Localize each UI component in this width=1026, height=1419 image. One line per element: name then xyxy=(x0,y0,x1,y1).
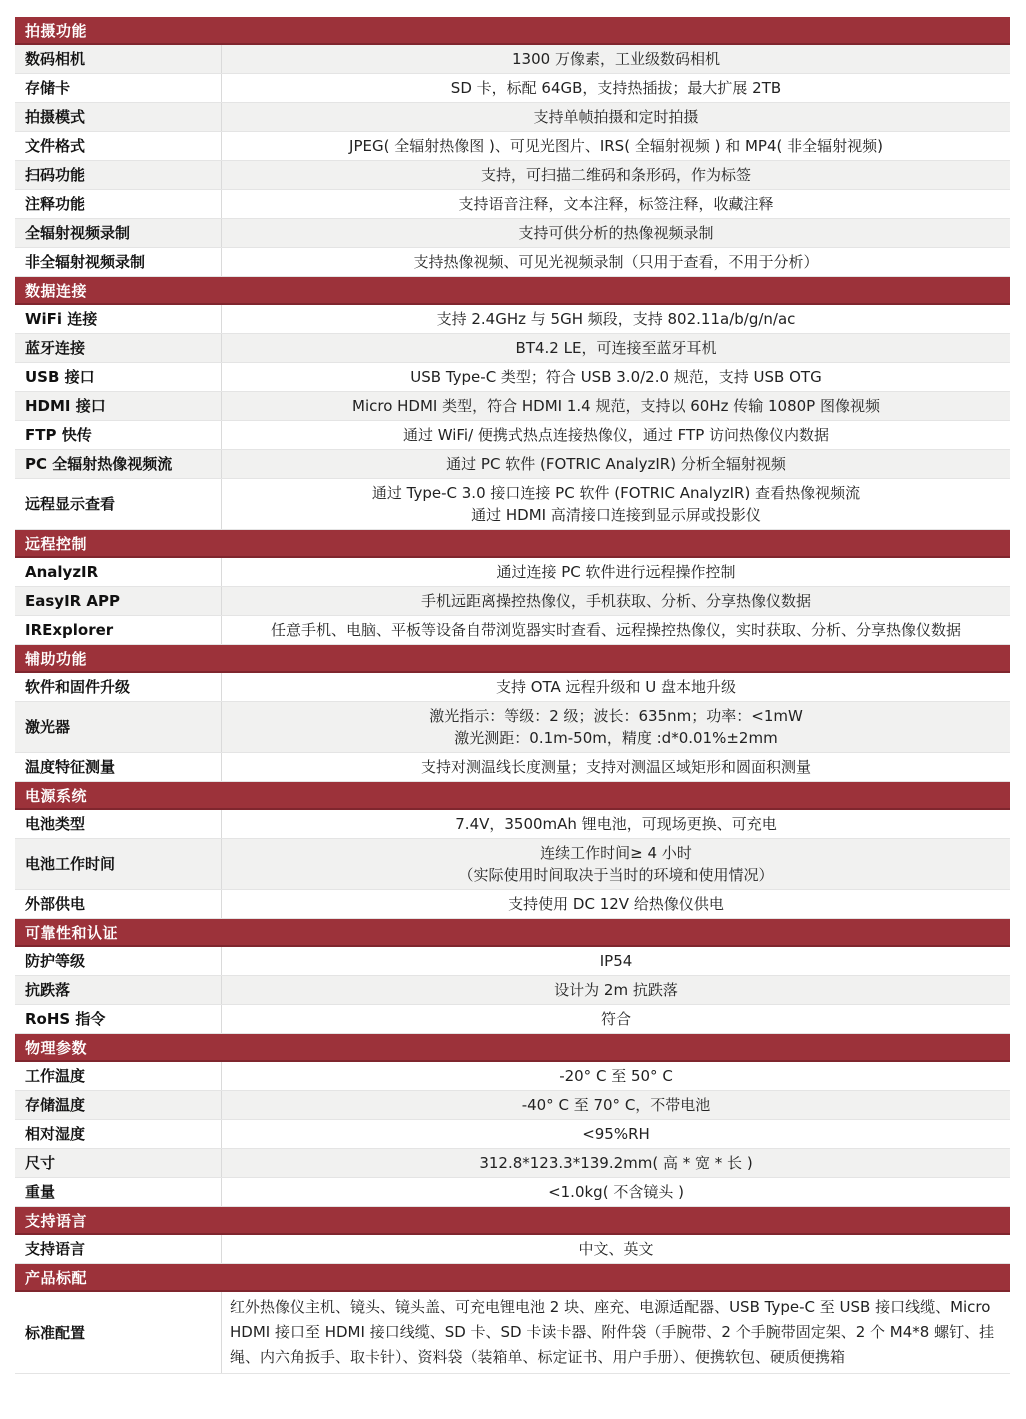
spec-row xyxy=(15,587,1010,616)
spec-row xyxy=(15,132,1010,161)
spec-value xyxy=(222,190,1010,218)
spec-value-line: 支持单帧拍摄和定时拍摄 xyxy=(533,108,699,126)
spec-value xyxy=(222,103,1010,131)
spec-row xyxy=(15,334,1010,363)
spec-row xyxy=(15,190,1010,219)
spec-label: 防护等级 xyxy=(15,947,222,975)
spec-row xyxy=(15,976,1010,1005)
spec-label: 抗跌落 xyxy=(15,976,222,1004)
section-header: 产品标配 xyxy=(15,1264,1010,1292)
spec-table xyxy=(15,17,1010,1374)
spec-value-line: 连续工作时间≥ 4 小时 xyxy=(540,844,692,862)
spec-label: 激光器 xyxy=(15,702,222,752)
spec-value-line: BT4.2 LE，可连接至蓝牙耳机 xyxy=(515,339,717,357)
spec-value xyxy=(222,421,1010,449)
spec-label: 存储温度 xyxy=(15,1091,222,1119)
spec-label: 扫码功能 xyxy=(15,161,222,189)
spec-value-line: 1300 万像素，工业级数码相机 xyxy=(512,50,720,68)
spec-value-line: -40° C 至 70° C，不带电池 xyxy=(521,1096,711,1114)
spec-row xyxy=(15,947,1010,976)
spec-value xyxy=(222,1235,1010,1263)
spec-value xyxy=(222,1091,1010,1119)
spec-label: 温度特征测量 xyxy=(15,753,222,781)
spec-value-line: 符合 xyxy=(600,1010,631,1028)
spec-value-line: SD 卡，标配 64GB，支持热插拔；最大扩展 2TB xyxy=(450,79,782,97)
spec-value-line: 支持使用 DC 12V 给热像仪供电 xyxy=(508,895,724,913)
spec-value xyxy=(222,810,1010,838)
spec-row xyxy=(15,421,1010,450)
spec-value xyxy=(222,947,1010,975)
spec-value xyxy=(222,587,1010,615)
spec-row xyxy=(15,45,1010,74)
spec-row xyxy=(15,161,1010,190)
spec-row xyxy=(15,1235,1010,1264)
spec-value xyxy=(222,450,1010,478)
spec-value-line: 支持 OTA 远程升级和 U 盘本地升级 xyxy=(495,678,737,696)
spec-value-line: 312.8*123.3*139.2mm( 高 * 宽 * 长 ) xyxy=(479,1154,753,1172)
spec-row xyxy=(15,1005,1010,1034)
section-header: 支持语言 xyxy=(15,1207,1010,1235)
section-header: 可靠性和认证 xyxy=(15,919,1010,947)
spec-value-line: JPEG( 全辐射热像图 )、可见光图片、IRS( 全辐射视频 ) 和 MP4( 非全辐射视频) xyxy=(349,137,883,155)
spec-row xyxy=(15,890,1010,919)
spec-row xyxy=(15,1062,1010,1091)
spec-label: 重量 xyxy=(15,1178,222,1206)
spec-row xyxy=(15,839,1010,890)
spec-value-line: 任意手机、电脑、平板等设备自带浏览器实时查看、远程操控热像仪，实时获取、分析、分享热像仪数据 xyxy=(270,621,961,639)
spec-value xyxy=(222,839,1010,889)
spec-row xyxy=(15,1178,1010,1207)
spec-value-line: 设计为 2m 抗跌落 xyxy=(554,981,678,999)
spec-value xyxy=(222,248,1010,276)
spec-row xyxy=(15,753,1010,782)
spec-value-line: 通过 HDMI 高清接口连接到显示屏或投影仪 xyxy=(471,506,761,524)
spec-row xyxy=(15,673,1010,702)
spec-row xyxy=(15,450,1010,479)
spec-value xyxy=(222,890,1010,918)
spec-value xyxy=(222,219,1010,247)
spec-row xyxy=(15,479,1010,530)
spec-value-line: 红外热像仪主机、镜头、镜头盖、可充电锂电池 2 块、座充、电源适配器、USB Type-C 至 USB 接口线缆、Micro HDMI 接口至 HDMI 接口线缆、SD 卡、SD 卡读卡器、附件袋（手腕带、2 个手腕带固定架、2 个 M4*8 螺钉、挂绳、内六角扳手、取卡针）、资料袋（装箱单、标定证书、用户手册）、便携软包、硬质便携箱 xyxy=(230,1298,995,1366)
spec-label: USB 接口 xyxy=(15,363,222,391)
spec-row xyxy=(15,1292,1010,1374)
spec-value xyxy=(222,45,1010,73)
spec-label: FTP 快传 xyxy=(15,421,222,449)
spec-value xyxy=(222,161,1010,189)
spec-value-line: 通过 PC 软件 (FOTRIC AnalyzIR) 分析全辐射视频 xyxy=(446,455,786,473)
spec-label: RoHS 指令 xyxy=(15,1005,222,1033)
spec-value xyxy=(222,363,1010,391)
spec-row xyxy=(15,558,1010,587)
spec-label: 远程显示查看 xyxy=(15,479,222,529)
spec-value-line: 支持 2.4GHz 与 5GH 频段，支持 802.11a/b/g/n/ac xyxy=(436,310,796,328)
spec-value xyxy=(222,616,1010,644)
spec-label: 存储卡 xyxy=(15,74,222,102)
spec-row xyxy=(15,248,1010,277)
spec-row xyxy=(15,305,1010,334)
spec-row xyxy=(15,103,1010,132)
spec-row xyxy=(15,74,1010,103)
spec-value xyxy=(222,74,1010,102)
spec-value-line: <95%RH xyxy=(582,1125,650,1143)
spec-label: 软件和固件升级 xyxy=(15,673,222,701)
spec-value-line: （实际使用时间取决于当时的环境和使用情况） xyxy=(458,866,774,884)
spec-label: 工作温度 xyxy=(15,1062,222,1090)
spec-value-line: USB Type-C 类型；符合 USB 3.0/2.0 规范，支持 USB OTG xyxy=(410,368,822,386)
spec-row xyxy=(15,1091,1010,1120)
spec-value-line: -20° C 至 50° C xyxy=(559,1067,673,1085)
section-header: 电源系统 xyxy=(15,782,1010,810)
spec-value xyxy=(222,479,1010,529)
spec-label: 全辐射视频录制 xyxy=(15,219,222,247)
spec-value-line: 7.4V，3500mAh 锂电池，可现场更换、可充电 xyxy=(455,815,777,833)
spec-value-line: 通过 WiFi/ 便携式热点连接热像仪，通过 FTP 访问热像仪内数据 xyxy=(402,426,830,444)
spec-value-line: 激光测距：0.1m-50m，精度 :d*0.01%±2mm xyxy=(454,729,778,747)
spec-value xyxy=(222,305,1010,333)
spec-label: 相对湿度 xyxy=(15,1120,222,1148)
spec-value-line: 激光指示：等级：2 级；波长：635nm；功率：<1mW xyxy=(429,707,803,725)
spec-value-line: 支持对测温线长度测量；支持对测温区域矩形和圆面积测量 xyxy=(420,758,811,776)
spec-value-line: IP54 xyxy=(599,952,633,970)
spec-label: 支持语言 xyxy=(15,1235,222,1263)
spec-label: EasyIR APP xyxy=(15,587,222,615)
spec-value xyxy=(222,753,1010,781)
spec-value-line: <1.0kg( 不含镜头 ) xyxy=(548,1183,684,1201)
spec-label: 文件格式 xyxy=(15,132,222,160)
spec-label: 非全辐射视频录制 xyxy=(15,248,222,276)
spec-value xyxy=(222,1292,1010,1373)
spec-label: WiFi 连接 xyxy=(15,305,222,333)
spec-label: 电池工作时间 xyxy=(15,839,222,889)
spec-value-line: 支持热像视频、可见光视频录制（只用于查看，不用于分析） xyxy=(413,253,819,271)
spec-label: 电池类型 xyxy=(15,810,222,838)
section-header: 远程控制 xyxy=(15,530,1010,558)
spec-value xyxy=(222,132,1010,160)
spec-value-line: Micro HDMI 类型，符合 HDMI 1.4 规范，支持以 60Hz 传输 1080P 图像视频 xyxy=(352,397,880,415)
spec-label: 数码相机 xyxy=(15,45,222,73)
spec-value xyxy=(222,976,1010,1004)
spec-value xyxy=(222,1149,1010,1177)
spec-row xyxy=(15,810,1010,839)
spec-row xyxy=(15,1149,1010,1178)
spec-value-line: 支持语音注释，文本注释，标签注释，收藏注释 xyxy=(458,195,774,213)
spec-label: 拍摄模式 xyxy=(15,103,222,131)
spec-row xyxy=(15,219,1010,248)
spec-row xyxy=(15,1120,1010,1149)
spec-label: IRExplorer xyxy=(15,616,222,644)
spec-label: PC 全辐射热像视频流 xyxy=(15,450,222,478)
spec-value xyxy=(222,334,1010,362)
spec-value xyxy=(222,1005,1010,1033)
spec-row xyxy=(15,616,1010,645)
spec-value xyxy=(222,558,1010,586)
spec-value xyxy=(222,1062,1010,1090)
spec-value-line: 支持，可扫描二维码和条形码，作为标签 xyxy=(480,166,751,184)
spec-label: 蓝牙连接 xyxy=(15,334,222,362)
spec-value-line: 支持可供分析的热像视频录制 xyxy=(518,224,714,242)
spec-label: 注释功能 xyxy=(15,190,222,218)
spec-label: HDMI 接口 xyxy=(15,392,222,420)
spec-value xyxy=(222,1120,1010,1148)
section-header: 辅助功能 xyxy=(15,645,1010,673)
spec-value xyxy=(222,1178,1010,1206)
spec-label: AnalyzIR xyxy=(15,558,222,586)
spec-label: 尺寸 xyxy=(15,1149,222,1177)
spec-label: 标准配置 xyxy=(15,1292,222,1373)
spec-label: 外部供电 xyxy=(15,890,222,918)
section-header: 数据连接 xyxy=(15,277,1010,305)
spec-row xyxy=(15,363,1010,392)
spec-value-line: 通过连接 PC 软件进行远程操作控制 xyxy=(496,563,736,581)
section-header: 物理参数 xyxy=(15,1034,1010,1062)
spec-value-line: 手机远距离操控热像仪，手机获取、分析、分享热像仪数据 xyxy=(420,592,811,610)
section-header: 拍摄功能 xyxy=(15,17,1010,45)
spec-value xyxy=(222,392,1010,420)
spec-value-line: 通过 Type-C 3.0 接口连接 PC 软件 (FOTRIC AnalyzIR) 查看热像视频流 xyxy=(371,484,861,502)
spec-value xyxy=(222,702,1010,752)
spec-value-line: 中文、英文 xyxy=(578,1240,654,1258)
spec-row xyxy=(15,702,1010,753)
spec-row xyxy=(15,392,1010,421)
spec-value xyxy=(222,673,1010,701)
